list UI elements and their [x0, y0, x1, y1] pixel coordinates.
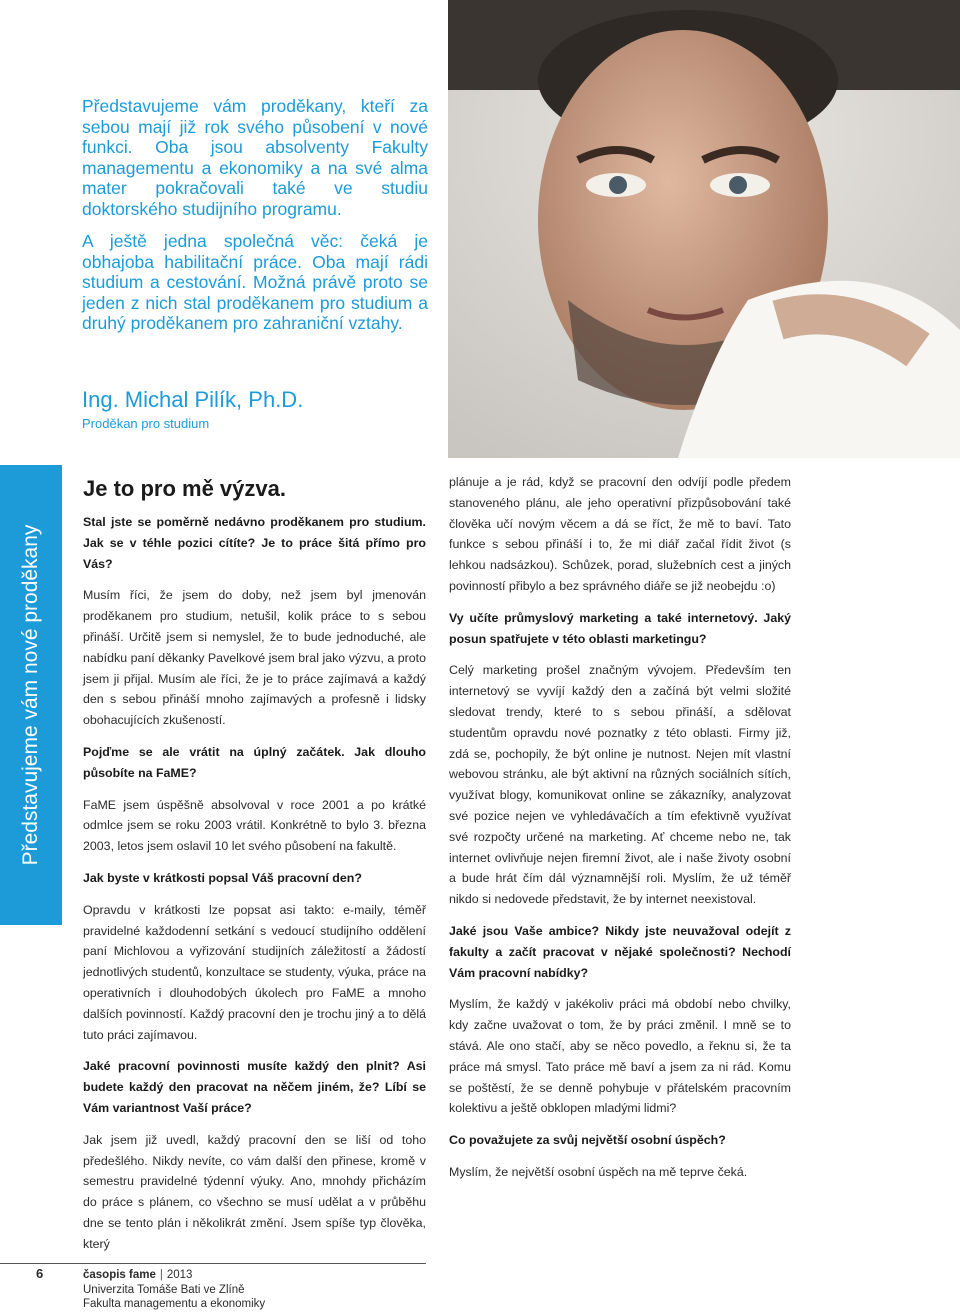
footer-magazine: časopis fame — [83, 1269, 156, 1281]
intro-paragraph-1: Představujeme vám proděkany, kteří za sebou mají již rok svého působení v nové funkci. Oba jsou absolventy Fakulty managementu a ekonomiky a na své alma mater pokračovali také ve studiu doktorského studijního programu. — [82, 96, 428, 219]
interview-answer: Myslím, že každý v jakékoliv práci má období nebo chvilky, kdy začne uvažovat o tom, že by práci změnil. I mně se to stává. Ale ono stačí, aby se něco povedlo, a řeknu si, že ta práce má smysl. Tato práce mě baví a jsem za ni rád. Komu se poštěstí, že se denně pohybuje v přátelském pracovním kolektivu a ještě obklopen mladými lidmi? — [449, 997, 791, 1116]
interview-question: Jak byste v krátkosti popsal Váš pracovní den? — [83, 870, 362, 885]
interview-answer: Jak jsem již uvedl, každý pracovní den se liší od toho předešlého. Nikdy nevíte, co vám další den přinese, kromě v semestru pravidelné týdenní výuky. Ano, mnohdy přicházím do práce s plánem, co všechno se musí udělat a v průběhu dne se tento plán i několikrát změní. Jsem spíše typ člověka, který — [83, 1132, 426, 1251]
interview-answer: Myslím, že největší osobní úspěch na mě teprve čeká. — [449, 1164, 748, 1179]
interview-answer: Opravdu v krátkosti lze popsat asi takto: e-maily, téměř pravidelné každodenní setkání s vedoucí studijního oddělení paní Michlovou a vyřizování studijních záležitostí a žádostí jednotlivých studentů, konzultace se studenty, výuka, práce na operativních i dlouhodobých úkolech pro FaME a mnoho dalších povinností. Každý pracovní den je trochu jiný a to dělá tuto práci zajímavou. — [83, 902, 426, 1042]
interview-question: Jaké pracovní povinnosti musíte každý den plnit? Asi budete každý den pracovat na něčem jiném, že? Líbí se Vám variantnost Vaší práce? — [83, 1059, 426, 1115]
interview-question: Jaké jsou Vaše ambice? Nikdy jste neuvažoval odejít z fakulty a začít pracovat v nějaké společnosti? Nechodí Vám pracovní nabídky? — [449, 923, 791, 980]
interview-answer: Musím říci, že jsem do doby, než jsem byl jmenován proděkanem pro studium, netušil, kolik práce to s sebou přináší. Určitě jsem si nemyslel, že to bude jednoduché, ale nabídku paní děkanky Pavelkové jsem bral jako výzvu, a proto jsem ji přijal. Musím ale říci, že je to práce zajímavá a každý den s sebou přináší mnoho zajímavých a profesně i lidsky obohacujících zkušeností. — [83, 588, 426, 728]
interview-question: Vy učíte průmyslový marketing a také internetový. Jaký posun spatřujete v této oblasti marketingu? — [449, 610, 791, 646]
interview-answer: plánuje a je rád, když se pracovní den odvíjí podle předem stanoveného plánu, ale jeho operativní přizpůsobování také člověka učí novým věcem a dá se říct, že mě to baví. Tato funkce s sebou přináší i to, že mi diář začal řídit život (s lehkou nadsázkou). Schůzek, porad, služebních cest a jiných povinností přibylo a bez správného diáře se již neobejdu :o) — [449, 475, 791, 593]
footer-faculty: Fakulta managementu a ekonomiky — [83, 1298, 266, 1310]
interview-question: Pojďme se ale vrátit na úplný začátek. Jak dlouho působíte na FaME? — [83, 744, 426, 780]
portrait-image — [448, 0, 960, 458]
footer-year: 2013 — [166, 1269, 193, 1281]
intro-text — [82, 96, 428, 346]
article-column-2 — [449, 472, 791, 1194]
portrait-photo — [448, 0, 960, 458]
footer-divider — [0, 1263, 426, 1264]
column-2-body — [449, 472, 791, 1183]
interview-answer: FaME jsem úspěšně absolvoval v roce 2001 a po krátké odmlce jsem se roku 2003 vrátil. Konkrétně to bylo 3. března 2003, letos jsem oslavil 10 let svého působení na fakultě. — [83, 797, 426, 854]
person-name: Ing. Michal Pilík, Ph.D. — [82, 387, 304, 412]
article-column-1 — [83, 474, 426, 1266]
person-heading — [82, 386, 303, 431]
interview-question: Co považujete za svůj největší osobní úspěch? — [449, 1133, 726, 1148]
page-number: 6 — [36, 1266, 44, 1281]
interview-question: Stal jste se poměrně nedávno proděkanem pro studium. Jak se v téhle pozici cítíte? Je to práce šitá přímo pro Vás? — [83, 515, 426, 571]
section-sidebar — [0, 465, 62, 925]
intro-paragraph-2: A ještě jedna společná věc: čeká je obhajoba habilitační práce. Oba mají rádi studium a cestování. Možná právě proto se jeden z nich stal proděkanem pro studium a druhý proděkanem pro zahraniční vztahy. — [82, 231, 428, 333]
footer: časopis fame | 2013 Univerzita Tomáše Bati ve Zlíně Fakulta managementu a ekonomiky — [83, 1269, 266, 1310]
sidebar-label: Představujeme vám nové proděkany — [19, 524, 42, 866]
column-1-body — [83, 512, 426, 1255]
person-role: Proděkan pro studium — [82, 416, 210, 431]
interview-answer: Celý marketing prošel značným vývojem. Především ten internetový se vyvíjí každý den a začíná být velmi složité sledovat trendy, které to s sebou přináší, a sdělovat studentům opravdu nové poznatky z této oblasti. Firmy již, zdá se, pochopily, že být online je nutnost. Nejen mít vlastní webovou stránku, ale být aktivní na různých sociálních sítích, využívat blogy, komunikovat online se zákazníky, analyzovat své pozice nejen ve vyhledávačích a tím efektivně využívat své rozpočty určené na marketing. Ať chceme nebo ne, tak internet ovlivňuje nejen firemní život, ale i naše životy osobní a bude hrát čím dál významnější roli. Myslím, že už téměř nikdo si nedovede představit, že by internet neexistoval. — [449, 663, 791, 907]
footer-university: Univerzita Tomáše Bati ve Zlíně — [83, 1283, 245, 1296]
article-headline: Je to pro mě výzva. — [83, 476, 286, 501]
